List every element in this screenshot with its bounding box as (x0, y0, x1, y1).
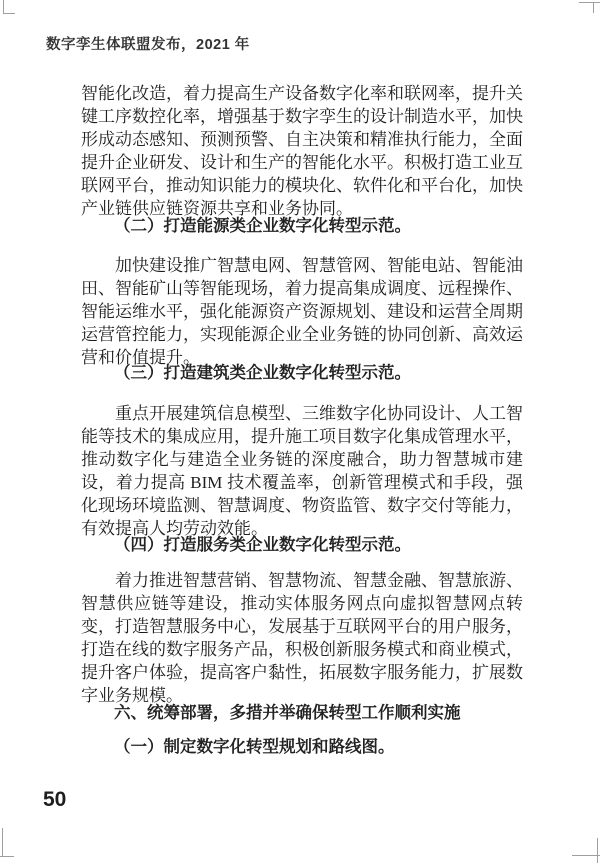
section-heading-construction: （三）打造建筑类企业数字化转型示范。 (114, 364, 411, 382)
page-number: 50 (43, 788, 67, 811)
section-heading-energy: （二）打造能源类企业数字化转型示范。 (114, 217, 411, 235)
running-header: 数字孪生体联盟发布，2021 年 (46, 37, 250, 53)
page-corner-mark-top-left (3, 0, 4, 14)
body-paragraph-service: 着力推进智慧营销、智慧物流、智慧金融、智慧旅游、智慧供应链等建设，推动实体服务网点向虚拟智慧网点转变，打造智慧服务中心，发展基于互联网平台的用户服务，打造在线的数字服务产品，积极创新服务模式和商业模式，提升客户体验，提高客户黏性，拓展数字服务能力，扩展数字业务规模。 (81, 571, 523, 705)
page-corner-mark-top-right (593, 2, 594, 13)
body-paragraph-construction: 重点开展建筑信息模型、三维数字化协同设计、人工智能等技术的集成应用，提升施工项目数字化集成管理水平，推动数字化与建造全业务链的深度融合，助力智慧城市建设，着力提高 BIM 技术覆盖率，创新管理模式和手段，强化现场环境监测、智慧调度、物资监管、数字交付等能力，有效提高人均劳动效能。 (81, 404, 523, 538)
page-corner-mark-bottom-left (2, 828, 3, 857)
page-corner-mark-top-left (3, 13, 15, 14)
page-corner-mark-bottom-left (0, 856, 14, 857)
body-paragraph-energy: 加快建设推广智慧电网、智慧管网、智能电站、智能油田、智能矿山等智能现场，着力提高集成调度、远程操作、智能运维水平，强化能源资产资源规划、建设和运营全周期运营管控能力，实现能源企业全业务链的协同创新、高效运营和价值提升。 (81, 256, 523, 367)
section-heading-roadmap: （一）制定数字化转型规划和路线图。 (114, 738, 395, 756)
page-corner-mark-bottom-right (572, 855, 600, 856)
page-corner-mark-bottom-right (597, 838, 598, 863)
body-paragraph-continued: 智能化改造，着力提高生产设备数字化率和联网率，提升关键工序数控化率，增强基于数字孪生的设计制造水平，加快形成动态感知、预测预警、自主决策和精准执行能力，全面提升企业研发、设计和生产的智能化水平。积极打造工业互联网平台，推动知识能力的模块化、软件化和平台化，加快产业链供应链资源共享和业务协同。 (81, 84, 523, 218)
chapter-heading-six: 六、统筹部署，多措并举确保转型工作顺利实施 (114, 704, 461, 722)
section-heading-service: （四）打造服务类企业数字化转型示范。 (114, 536, 411, 554)
page-corner-mark-top-right (579, 2, 600, 3)
